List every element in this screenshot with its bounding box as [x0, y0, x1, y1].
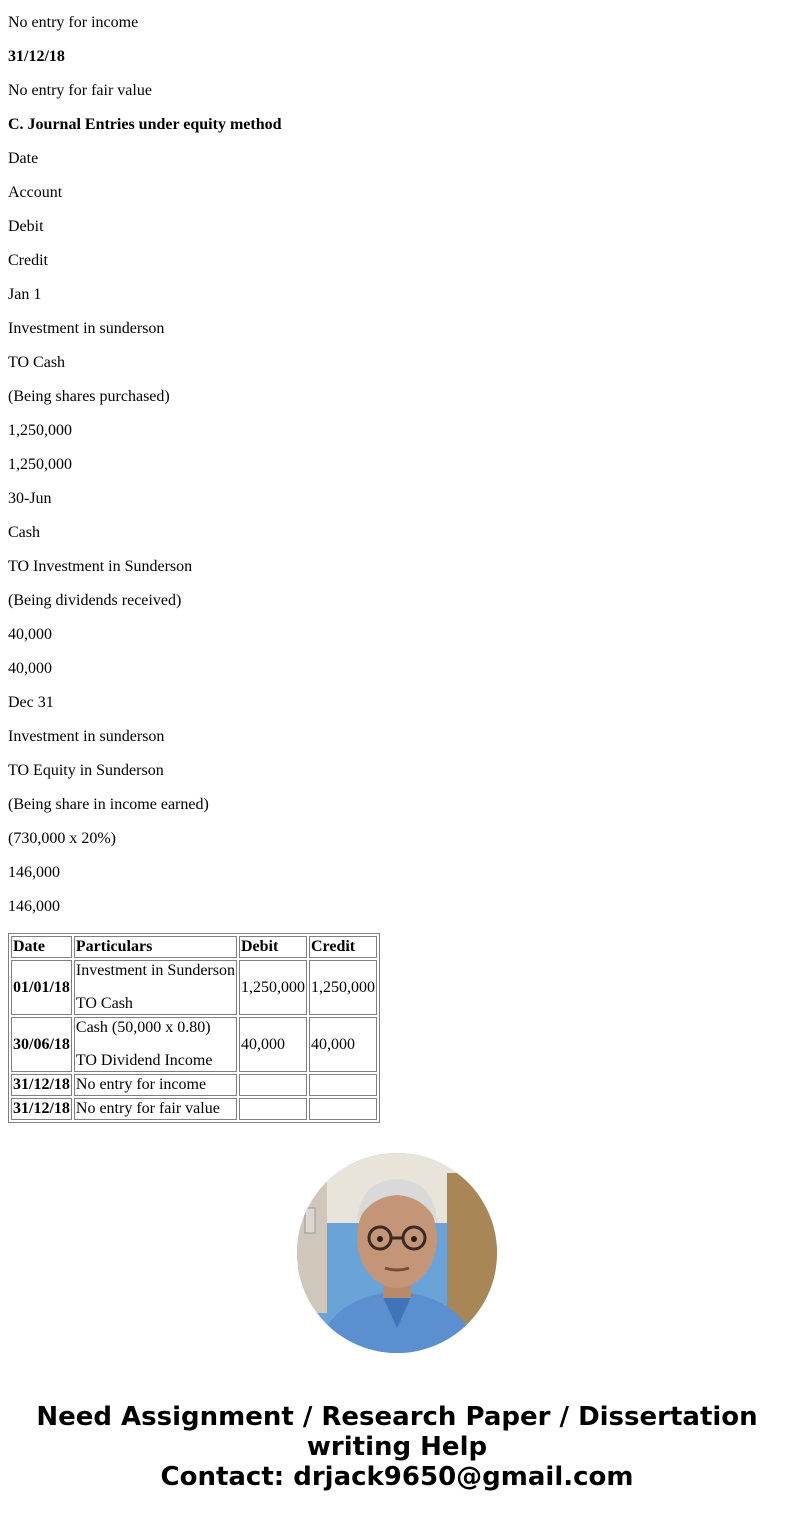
- cta-line: writing Help: [306, 1432, 488, 1462]
- row-particulars: [74, 960, 237, 1015]
- row-credit: [309, 1098, 377, 1120]
- text-line: Debit: [8, 218, 44, 235]
- row-date: 01/01/18: [11, 960, 72, 1015]
- text-line: (Being shares purchased): [8, 388, 170, 405]
- row-date: 31/12/18: [11, 1074, 72, 1096]
- text-line: 31/12/18: [8, 48, 65, 65]
- text-line: Cash: [8, 524, 40, 541]
- text-line: Jan 1: [8, 286, 42, 303]
- text-line: 146,000: [8, 864, 60, 881]
- row-particulars: [74, 1017, 237, 1072]
- text-line: 30-Jun: [8, 490, 52, 507]
- particulars-line: Cash (50,000 x 0.80): [75, 1019, 211, 1036]
- row-debit: [239, 1074, 307, 1096]
- row-debit: 40,000: [239, 1017, 307, 1072]
- section-heading: C. Journal Entries under equity method: [8, 116, 282, 133]
- tutor-avatar: [297, 1153, 497, 1353]
- text-line: No entry for fair value: [8, 82, 152, 99]
- text-line: Credit: [8, 252, 48, 269]
- cta-line: Need Assignment / Research Paper / Dissertation: [36, 1402, 758, 1432]
- row-credit: [309, 1074, 377, 1096]
- row-credit: 1,250,000: [309, 960, 377, 1015]
- journal-table: [8, 933, 380, 1123]
- particulars-line: TO Dividend Income: [75, 1052, 213, 1069]
- contact-email: Contact: drjack9650@gmail.com: [160, 1462, 634, 1492]
- text-line: TO Cash: [8, 354, 66, 371]
- text-line: 1,250,000: [8, 422, 72, 439]
- text-line: Date: [8, 150, 39, 167]
- text-line: Investment in sunderson: [8, 728, 165, 745]
- table-row: [11, 1074, 377, 1096]
- contact-banner: [0, 1402, 794, 1492]
- text-line: 40,000: [8, 626, 52, 643]
- text-line: Investment in sunderson: [8, 320, 165, 337]
- text-line: 146,000: [8, 898, 60, 915]
- header-debit: Debit: [239, 936, 307, 958]
- text-line: Dec 31: [8, 694, 54, 711]
- row-particulars: No entry for fair value: [74, 1098, 237, 1120]
- text-line: 1,250,000: [8, 456, 72, 473]
- table-row: [11, 1098, 377, 1120]
- text-line: (730,000 x 20%): [8, 830, 116, 847]
- text-line: No entry for income: [8, 14, 139, 31]
- header-credit: Credit: [309, 936, 377, 958]
- text-line: (Being share in income earned): [8, 796, 209, 813]
- row-debit: 1,250,000: [239, 960, 307, 1015]
- avatar-photo-icon: [297, 1153, 497, 1353]
- table-header-row: [11, 936, 377, 958]
- particulars-line: TO Cash: [75, 995, 133, 1012]
- text-line: (Being dividends received): [8, 592, 182, 609]
- text-line: Account: [8, 184, 63, 201]
- text-line: 40,000: [8, 660, 52, 677]
- row-date: 30/06/18: [11, 1017, 72, 1072]
- row-credit: 40,000: [309, 1017, 377, 1072]
- row-particulars: No entry for income: [74, 1074, 237, 1096]
- header-particulars: Particulars: [74, 936, 237, 958]
- particulars-line: Investment in Sunderson: [75, 962, 235, 979]
- table-row: [11, 960, 377, 1015]
- row-debit: [239, 1098, 307, 1120]
- table-row: [11, 1017, 377, 1072]
- row-date: 31/12/18: [11, 1098, 72, 1120]
- text-line: TO Investment in Sunderson: [8, 558, 193, 575]
- text-line: TO Equity in Sunderson: [8, 762, 164, 779]
- header-date: Date: [11, 936, 72, 958]
